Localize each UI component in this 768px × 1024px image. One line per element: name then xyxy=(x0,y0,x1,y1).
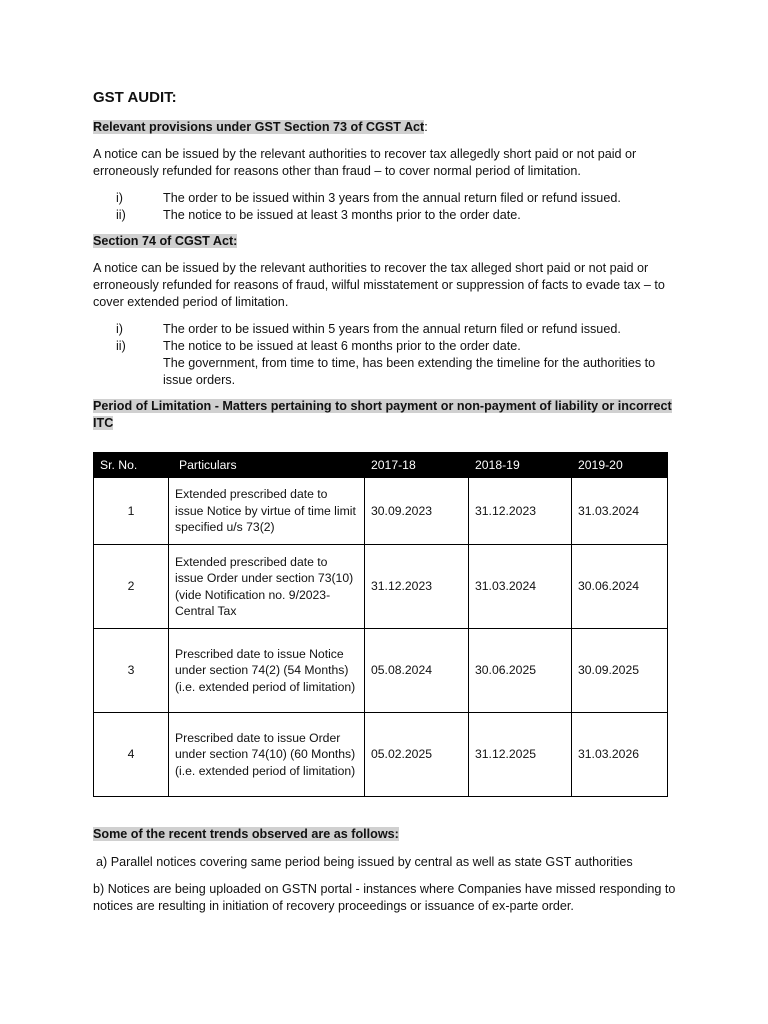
table-row xyxy=(94,713,668,797)
section-73-list xyxy=(93,190,673,224)
section-74-heading-line xyxy=(93,233,673,250)
list-item-number: ii) xyxy=(116,339,126,353)
cell-2019-20: 30.09.2025 xyxy=(572,629,668,713)
header-sr-no: Sr. No. xyxy=(94,453,169,478)
cell-2018-19: 31.03.2024 xyxy=(469,545,572,629)
list-item-text: The notice to be issued at least 3 months prior to the order date. xyxy=(163,208,521,222)
list-item-text: The notice to be issued at least 6 months prior to the order date. xyxy=(163,339,521,353)
cell-2018-19: 31.12.2023 xyxy=(469,478,572,545)
section-74-list xyxy=(93,321,673,389)
cell-2017-18: 05.02.2025 xyxy=(365,713,469,797)
section-74-heading: Section 74 of CGST Act: xyxy=(93,234,238,248)
period-of-limitation-heading: Period of Limitation - Matters pertaining to short payment or non-payment of liability or incorrect ITC xyxy=(93,399,672,430)
cell-2019-20: 30.06.2024 xyxy=(572,545,668,629)
section-74-paragraph: A notice can be issued by the relevant authorities to recover the tax alleged short paid or not paid or erroneously refunded for reasons of fraud, wilful misstatement or suppression of facts to evade tax – to cover extended period of limitation. xyxy=(93,261,665,309)
section-73-heading-suffix: : xyxy=(424,120,428,134)
period-heading-line xyxy=(93,398,673,432)
cell-2017-18: 05.08.2024 xyxy=(365,629,469,713)
cell-particulars: Extended prescribed date to issue Order under section 73(10) (vide Notification no. 9/2023-Central Tax xyxy=(169,545,365,629)
cell-sr-no: 4 xyxy=(94,713,169,797)
cell-2018-19: 31.12.2025 xyxy=(469,713,572,797)
table-header-row xyxy=(94,453,668,478)
list-item-text: The order to be issued within 5 years from the annual return filed or refund issued. xyxy=(163,322,621,336)
table-row xyxy=(94,629,668,713)
list-item-text: The order to be issued within 3 years from the annual return filed or refund issued. xyxy=(163,191,621,205)
cell-particulars: Prescribed date to issue Order under section 74(10) (60 Months) (i.e. extended period of limitation) xyxy=(169,713,365,797)
cell-particulars: Extended prescribed date to issue Notice by virtue of time limit specified u/s 73(2) xyxy=(169,478,365,545)
header-2018-19: 2018-19 xyxy=(469,453,572,478)
cell-2017-18: 31.12.2023 xyxy=(365,545,469,629)
cell-sr-no: 3 xyxy=(94,629,169,713)
trend-item: b) Notices are being uploaded on GSTN portal - instances where Companies have missed responding to notices are resulting in initiation of recovery proceedings or issuance of ex-parte order. xyxy=(93,882,676,913)
list-item-number: i) xyxy=(116,322,123,336)
trends-heading-line xyxy=(93,826,683,843)
list-item xyxy=(93,207,673,224)
list-item-number: i) xyxy=(116,191,123,205)
cell-2017-18: 30.09.2023 xyxy=(365,478,469,545)
cell-2019-20: 31.03.2024 xyxy=(572,478,668,545)
list-item-note xyxy=(93,355,673,389)
list-item xyxy=(93,321,673,338)
list-item xyxy=(93,190,673,207)
header-particulars: Particulars xyxy=(169,453,365,478)
page-title: GST AUDIT: xyxy=(93,89,177,106)
section-73-heading-line xyxy=(93,119,673,136)
header-2019-20: 2019-20 xyxy=(572,453,668,478)
section-74-note: The government, from time to time, has been extending the timeline for the authorities to issue orders. xyxy=(163,356,656,387)
trend-item: a) Parallel notices covering same period being issued by central as well as state GST authorities xyxy=(96,855,633,869)
list-item xyxy=(93,338,673,355)
trends-section xyxy=(93,826,683,915)
cell-2018-19: 30.06.2025 xyxy=(469,629,572,713)
trends-heading: Some of the recent trends observed are as follows: xyxy=(93,827,399,841)
list-item-number: ii) xyxy=(116,208,126,222)
document-body xyxy=(93,88,673,432)
table-row xyxy=(94,545,668,629)
cell-2019-20: 31.03.2026 xyxy=(572,713,668,797)
section-73-heading: Relevant provisions under GST Section 73 of CGST Act xyxy=(93,120,425,134)
cell-sr-no: 1 xyxy=(94,478,169,545)
cell-particulars: Prescribed date to issue Notice under section 74(2) (54 Months) (i.e. extended period of limitation) xyxy=(169,629,365,713)
header-2017-18: 2017-18 xyxy=(365,453,469,478)
cell-sr-no: 2 xyxy=(94,545,169,629)
limitation-table xyxy=(93,452,668,797)
table-row xyxy=(94,478,668,545)
section-73-paragraph: A notice can be issued by the relevant authorities to recover tax allegedly short paid or not paid or erroneously refunded for reasons other than fraud – to cover normal period of limitation. xyxy=(93,147,637,178)
